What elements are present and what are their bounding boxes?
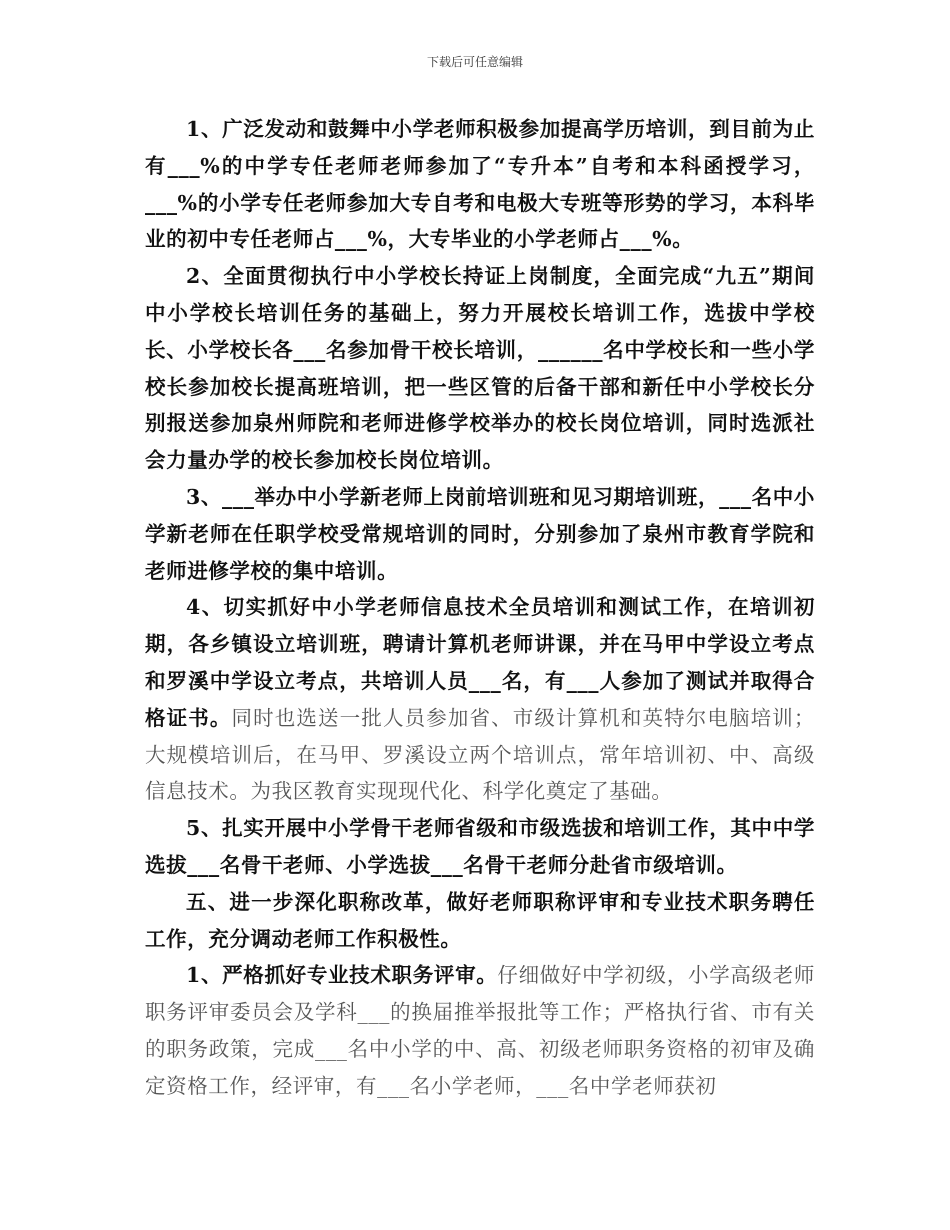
paragraph-it-training (145, 589, 815, 810)
paragraph-key-teacher-selection (145, 810, 815, 884)
paragraph-bold-text: 五、进一步深化职称改革，做好老师职称评审和专业技术职务聘任工作，充分调动老师工作积极性。 (145, 889, 815, 951)
paragraph-normal-text: 仔细做好中学初级，小学高级老师职务评审委员会及学科___的换届推举报批等工作；严格执行省、市有关的职务政策，完成___名中小学的中、高、初级老师职务资格的初审及确定资格工作，经评审，有___名小学老师，___名中学老师获初 (145, 963, 815, 1098)
paragraph-bold-text: 2、全面贯彻执行中小学校长持证上岗制度，全面完成“九五”期间中小学校长培训任务的基础上，努力开展校长培训工作，选拔中学校长、小学校长各___名参加骨干校长培训，______名中学校长和一些小学校长参加校长提高班培训，把一些区管的后备干部和新任中小学校长分别报送参加泉州师院和老师进修学校举办的校长岗位培训，同时选派社会力量办学的校长参加校长岗位培训。 (145, 264, 815, 473)
paragraph-bold-text: 3、___举办中小学新老师上岗前培训班和见习期培训班，___名中小学新老师在任职学校受常规培训的同时，分别参加了泉州市教育学院和老师进修学校的集中培训。 (145, 484, 815, 583)
page-header: 下载后可任意编辑 (426, 55, 523, 69)
paragraph-bold-text: 4、切实抓好中小学老师信息技术全员培训和测试工作，在培训初期，各乡镇设立培训班，聘请计算机老师讲课，并在马甲中学设立考点和罗溪中学设立考点，共培训人员___名，有___人参加了测试并取得合格证书。 (145, 595, 815, 730)
paragraph-title-evaluation (145, 957, 815, 1104)
paragraph-new-teacher-training (145, 479, 815, 589)
document-body (145, 111, 815, 1105)
paragraph-bold-text: 5、扎实开展中小学骨干老师省级和市级选拔和培训工作，其中中学选拔___名骨干老师、小学选拔___名骨干老师分赴省市级培训。 (145, 816, 815, 877)
paragraph-normal-text: 同时也选送一批人员参加省、市级计算机和英特尔电脑培训；大规模培训后，在马甲、罗溪设立两个培训点，常年培训初、中、高级信息技术。为我区教育实现现代化、科学化奠定了基础。 (145, 705, 816, 804)
section-heading-title-reform (145, 884, 815, 958)
paragraph-bold-text: 1、严格抓好专业技术职务评审。 (186, 963, 498, 988)
paragraph-bold-text: 1、广泛发动和鼓舞中小学老师积极参加提高学历培训，到目前为止有___%的中学专任老师老师参加了“专升本”自考和本科函授学习，___%的小学专任老师参加大专自考和电极大专班等形势的学习，本科毕业的初中专任老师占___%，大专毕业的小学老师占___%。 (145, 117, 815, 252)
paragraph-principal-training (145, 258, 815, 479)
paragraph-degree-training (145, 111, 815, 258)
